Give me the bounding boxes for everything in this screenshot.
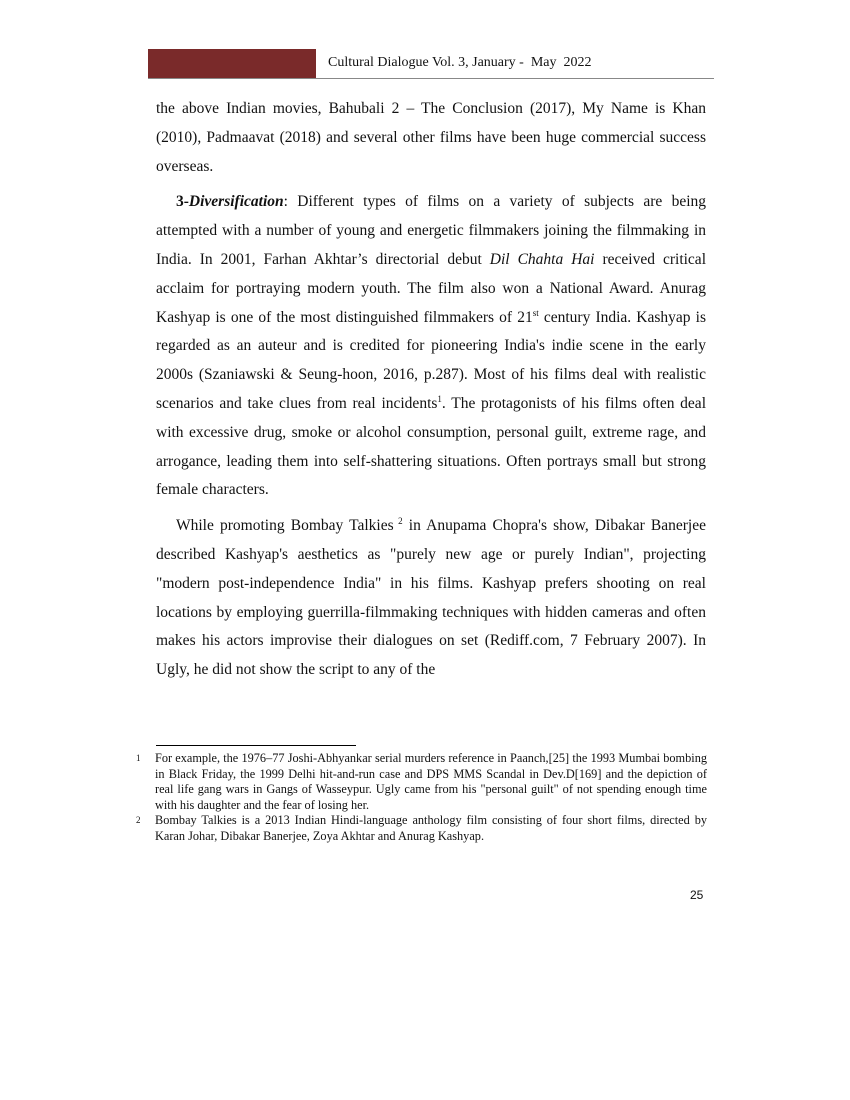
paragraph-1: the above Indian movies, Bahubali 2 – The Conclusion (2017), My Name is Khan (2010), Padmaavat (2018) and several other films have been huge commercial success overseas. (156, 100, 706, 175)
footnote-separator (156, 745, 356, 746)
footnote-mark: 2 (136, 815, 141, 825)
body-text (156, 95, 706, 692)
footnote-1 (136, 751, 707, 813)
header-rule (148, 78, 714, 79)
header-color-bar (148, 49, 316, 78)
footnotes (136, 751, 707, 844)
paragraph-3: While promoting Bombay Talkies $^2$ in Anupama Chopra's show, Dibakar Banerjee described Kashyap's aesthetics as "purely new age or purely Indian", projecting "modern post-independence India" in his films. Kashyap prefers shooting on real locations by employing guerrilla-filmmaking techniques with hidden cameras and often makes his actors improvise their dialogues on set (Rediff.com, 7 February 2007). In Ugly, he did not show the script to any of the (156, 516, 706, 679)
footnote-2 (136, 813, 707, 844)
running-header (148, 49, 714, 79)
paragraph-2: 3-Diversification: Different types of films on a variety of subjects are being attempted with a number of young and energetic filmmakers joining the filmmaking in India. In 2001, Farhan Akhtar’s directorial debut Dil Chahta Hai received critical acclaim for portraying modern youth. The film also won a National Award. Anurag Kashyap is one of the most distinguished filmmakers of 21st century India. Kashyap is regarded as an auteur and is credited for pioneering India's indie scene in the early 2000s (Szaniawski & Seung-hoon, 2016, p.287). Most of his films deal with realistic scenarios and take clues from real incidents$^1$. The protagonists of his films often deal with excessive drug, smoke or alcohol consumption, personal guilt, extreme rage, and arrogance, leading them into self-shattering situations. Often portrays small but strong female characters. (156, 193, 706, 499)
footnote-text: For example, the 1976–77 Joshi-Abhyankar serial murders reference in Paanch,[25] the 1993 Mumbai bombing in Black Friday, the 1999 Delhi hit-and-run case and DPS MMS Scandal in Dev.D[169] and the depiction of real life gang wars in Gangs of Wasseypur. Ugly came from his "personal guilt" of not spending enough time with his daughter and the fear of losing her. (155, 751, 707, 812)
page-number: 25 (690, 888, 704, 902)
footnote-text: Bombay Talkies is a 2013 Indian Hindi-language anthology film consisting of four short films, directed by Karan Johar, Dibakar Banerjee, Zoya Akhtar and Anurag Kashyap. (155, 813, 707, 843)
footnote-ref-2[interactable]: 2 (393, 516, 403, 526)
footnote-ref-1[interactable]: 1 (437, 393, 442, 404)
footnote-mark: 1 (136, 753, 141, 763)
film-title: Dil Chahta Hai (489, 250, 595, 268)
journal-title: Cultural Dialogue Vol. 3, January - May 2022 (328, 55, 592, 70)
section-heading: 3-Diversification (176, 193, 284, 211)
